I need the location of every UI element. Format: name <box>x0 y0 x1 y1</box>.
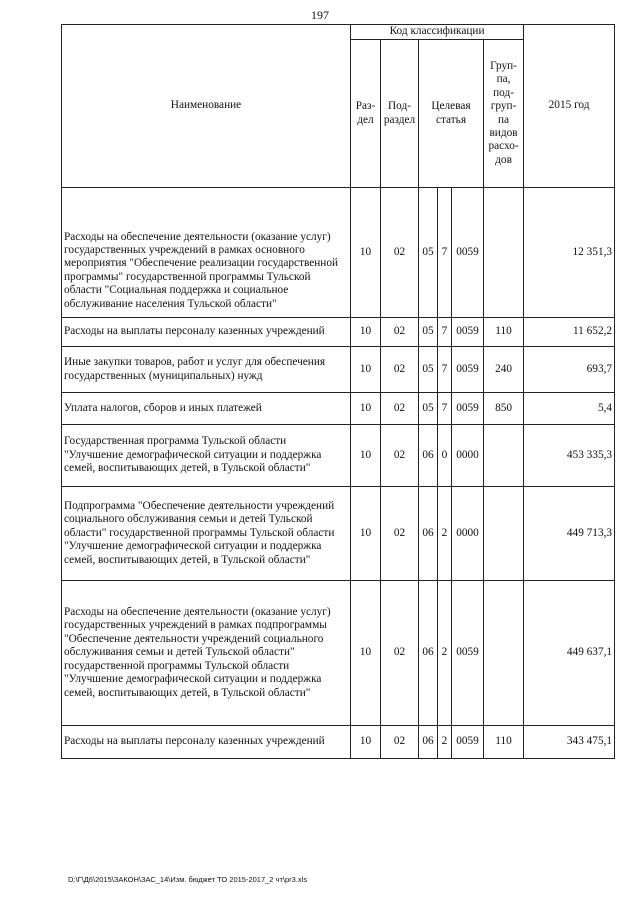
row-subprogram: 7 <box>438 347 452 393</box>
row-section: 10 <box>351 393 381 425</box>
row-subprogram: 2 <box>438 487 452 581</box>
row-group <box>484 188 524 318</box>
row-name: Расходы на обеспечение деятельности (оказание услуг) государственных учреждений в рамках подпрограммы "Обеспечение деятельности учреждений социального обслуживания семьи и детей Тульской области" государственной программы Тульской области "Улучшение демографической ситуации и поддержка семей, воспитывающих детей, в Тульской области" <box>62 581 351 726</box>
row-group: 110 <box>484 726 524 759</box>
row-amount: 5,4 <box>524 393 615 425</box>
row-subprogram: 7 <box>438 318 452 347</box>
row-name: Подпрограмма "Обеспечение деятельности учреждений социального обслуживания семьи и детей Тульской области" государственной программы Тульской области "Улучшение демографической ситуации и поддержка семей, воспитывающих детей, в Тульской области" <box>62 487 351 581</box>
header-year: 2015 год <box>524 25 615 188</box>
row-name: Государственная программа Тульской области "Улучшение демографической ситуации и поддержка семей, воспитывающих детей, в Тульской области" <box>62 425 351 487</box>
row-subprogram: 7 <box>438 393 452 425</box>
table-row <box>62 318 615 347</box>
row-program: 06 <box>419 726 438 759</box>
row-amount: 449 637,1 <box>524 581 615 726</box>
row-subprogram: 7 <box>438 188 452 318</box>
header-name: Наименование <box>62 25 351 188</box>
row-amount: 449 713,3 <box>524 487 615 581</box>
row-section: 10 <box>351 318 381 347</box>
page-number: 197 <box>311 8 329 22</box>
row-section: 10 <box>351 347 381 393</box>
table-row <box>62 487 615 581</box>
row-item: 0059 <box>452 188 484 318</box>
row-amount: 453 335,3 <box>524 425 615 487</box>
row-item: 0000 <box>452 487 484 581</box>
row-amount: 693,7 <box>524 347 615 393</box>
row-name: Уплата налогов, сборов и иных платежей <box>62 393 351 425</box>
row-program: 05 <box>419 393 438 425</box>
row-section: 10 <box>351 425 381 487</box>
row-subsection: 02 <box>381 726 419 759</box>
header-target-item: Целевая статья <box>419 40 484 188</box>
row-program: 06 <box>419 425 438 487</box>
table-row <box>62 188 615 318</box>
row-subprogram: 2 <box>438 581 452 726</box>
row-subprogram: 0 <box>438 425 452 487</box>
row-name: Иные закупки товаров, работ и услуг для обеспечения государственных (муниципальных) нужд <box>62 347 351 393</box>
row-name: Расходы на выплаты персоналу казенных учреждений <box>62 318 351 347</box>
row-program: 06 <box>419 581 438 726</box>
row-amount: 11 652,2 <box>524 318 615 347</box>
header-expense-group: Груп- па, под- груп- па видов расхо- дов <box>484 40 524 188</box>
row-section: 10 <box>351 487 381 581</box>
row-section: 10 <box>351 188 381 318</box>
table-row <box>62 581 615 726</box>
row-program: 05 <box>419 347 438 393</box>
row-item: 0059 <box>452 393 484 425</box>
table-header-row <box>62 25 615 40</box>
row-subsection: 02 <box>381 318 419 347</box>
row-subsection: 02 <box>381 581 419 726</box>
row-section: 10 <box>351 726 381 759</box>
row-item: 0059 <box>452 347 484 393</box>
row-item: 0059 <box>452 318 484 347</box>
table-row <box>62 425 615 487</box>
row-subsection: 02 <box>381 425 419 487</box>
header-subsection: Под- раздел <box>381 40 419 188</box>
budget-table <box>61 24 615 759</box>
row-name: Расходы на выплаты персоналу казенных учреждений <box>62 726 351 759</box>
row-section: 10 <box>351 581 381 726</box>
row-program: 05 <box>419 188 438 318</box>
row-program: 06 <box>419 487 438 581</box>
row-subsection: 02 <box>381 347 419 393</box>
row-item: 0000 <box>452 425 484 487</box>
row-group <box>484 425 524 487</box>
row-group: 110 <box>484 318 524 347</box>
header-section: Раз- дел <box>351 40 381 188</box>
row-subprogram: 2 <box>438 726 452 759</box>
row-amount: 343 475,1 <box>524 726 615 759</box>
row-subsection: 02 <box>381 487 419 581</box>
row-subsection: 02 <box>381 393 419 425</box>
row-group: 240 <box>484 347 524 393</box>
table-row <box>62 726 615 759</box>
row-item: 0059 <box>452 581 484 726</box>
row-group <box>484 487 524 581</box>
row-group: 850 <box>484 393 524 425</box>
row-program: 05 <box>419 318 438 347</box>
row-name: Расходы на обеспечение деятельности (оказание услуг) государственных учреждений в рамках основного мероприятия "Обеспечение реализации государственной программы" государственной программы Тульской области "Социальная поддержка и социальное обслуживание населения Тульской области" <box>62 188 351 318</box>
table-row <box>62 347 615 393</box>
row-amount: 12 351,3 <box>524 188 615 318</box>
table-row <box>62 393 615 425</box>
row-item: 0059 <box>452 726 484 759</box>
row-subsection: 02 <box>381 188 419 318</box>
row-group <box>484 581 524 726</box>
file-path-footer: D:\Г\Д6\2015\ЗАКОН\ЗАС_14\Изм. бюджет ТО 2015-2017_2 чт\pr3.xls <box>68 875 308 884</box>
header-classification-code: Код классификации <box>351 25 524 40</box>
